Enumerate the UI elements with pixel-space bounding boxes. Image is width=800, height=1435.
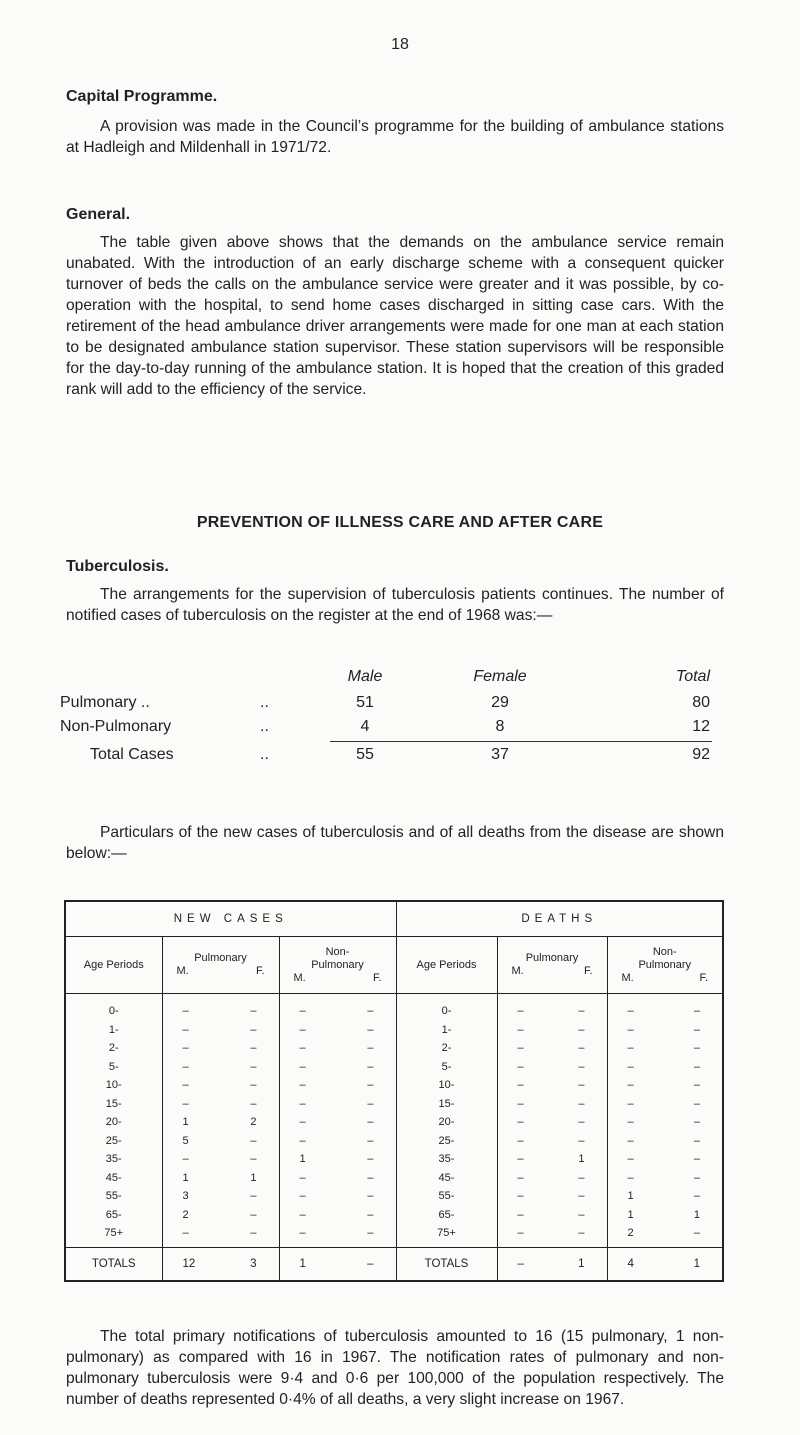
table-row: 1- – – – – 1- – – – – <box>66 1021 722 1040</box>
capital-programme-heading: Capital Programme. <box>66 88 218 105</box>
closing-text: The total primary notifications of tuberculosis amounted to 16 (15 pulmonary, 1 non-pulmonary) as compared with 16 in 1967. The notification rates of pulmonary and non-pulmonary tuberculosis were 9·4 and 0·6 per 100,000 of the population respectively. The number of deaths represented 0·4% of all deaths, a very slight increase on 1967. <box>66 1328 724 1408</box>
totals-row: TOTALS 12 3 1 – TOTALS – 1 4 1 <box>66 1247 722 1280</box>
pulmonary-header: Pulmonary M. F. <box>162 937 279 994</box>
table-row: 20- 1 2 – – 20- – – – – <box>66 1113 722 1132</box>
table-row: 65- 2 – – – 65- – – 1 1 <box>66 1206 722 1225</box>
age-period-cell: 20- <box>105 1116 122 1129</box>
table-row: 5- – – – – 5- – – – – <box>66 1058 722 1077</box>
deaths-non-pulmonary-header: Non- Pulmonary M. F. <box>607 937 722 994</box>
table-row: 35- – – 1 – 35- – 1 – – <box>66 1150 722 1169</box>
age-period-cell: 15- <box>105 1097 122 1110</box>
summary-row: Non-Pulmonary .. 4 8 12 <box>60 718 710 735</box>
summary-divider <box>330 741 712 742</box>
summary-total-row: Total Cases .. 55 37 92 <box>90 746 710 763</box>
tuberculosis-heading: Tuberculosis. <box>66 558 169 575</box>
death-age-period-cell: 10- <box>396 1076 497 1095</box>
tuberculosis-intro: The arrangements for the supervision of tuberculosis patients continues. The number of notified cases of tuberculosis on the register at the end of 1968 was:— <box>66 586 724 624</box>
capital-programme-text: A provision was made in the Council’s programme for the building of ambulance stations at Hadleigh and Mildenhall in 1971/72. <box>66 118 724 156</box>
death-age-period-cell: 65- <box>396 1206 497 1225</box>
age-period-cell: 1- <box>108 1023 119 1036</box>
table-row: 2- – – – – 2- – – – – <box>66 1039 722 1058</box>
age-period-cell: 65- <box>105 1208 122 1221</box>
new-cases-title: NEW CASES <box>66 902 396 937</box>
summary-row: Pulmonary .. .. 51 29 80 <box>60 694 710 711</box>
age-period-cell: 0- <box>108 1005 119 1018</box>
general-heading: General. <box>66 206 131 223</box>
age-period-cell: 35- <box>105 1153 122 1166</box>
table-row: 15- – – – – 15- – – – – <box>66 1095 722 1114</box>
table-row: 45- 1 1 – – 45- – – – – <box>66 1169 722 1188</box>
age-period-cell: 25- <box>105 1134 122 1147</box>
death-age-period-cell: 5- <box>396 1058 497 1077</box>
table-row: 55- 3 – – – 55- – – 1 – <box>66 1187 722 1206</box>
deaths-pulmonary-header: Pulmonary M. F. <box>497 937 607 994</box>
age-period-cell: 5- <box>108 1060 119 1073</box>
total-header: Total <box>675 668 710 685</box>
age-period-cell: 55- <box>105 1190 122 1203</box>
death-age-period-cell: 2- <box>396 1039 497 1058</box>
death-age-period-cell: 15- <box>396 1095 497 1114</box>
age-period-cell: 2- <box>108 1042 119 1055</box>
age-period-cell: 10- <box>105 1079 122 1092</box>
age-periods-header: Age Periods <box>66 937 162 994</box>
table-row: 75+ – – – – 75+ – – 2 – <box>66 1224 722 1247</box>
death-age-period-cell: 25- <box>396 1132 497 1151</box>
general-text: The table given above shows that the demands on the ambulance service remain unabated. With the introduction of an early discharge scheme with a consequent quicker turnover of beds the calls on the ambulance service were greater and it was possible, by co-operation with the hospital, to send home cases discharged in sitting case cars. With the retirement of the head ambulance driver arrangements were made for one man at each station to be designated ambulance station supervisor. These station supervisors will be responsible for the day-to-day running of the ambulance station. It is hoped that the creation of this graded rank will add to the efficiency of the service. <box>66 234 724 398</box>
deaths-age-periods-header: Age Periods <box>396 937 497 994</box>
deaths-title: DEATHS <box>396 902 722 937</box>
table-row: 10- – – – – 10- – – – – <box>66 1076 722 1095</box>
death-age-period-cell: 20- <box>396 1113 497 1132</box>
death-age-period-cell: 1- <box>396 1021 497 1040</box>
female-header: Female <box>473 668 527 685</box>
male-header: Male <box>347 668 383 685</box>
non-pulmonary-header: Non- Pulmonary M. F. <box>279 937 396 994</box>
age-period-cell: 75+ <box>104 1227 124 1240</box>
death-age-period-cell: 0- <box>396 994 497 1021</box>
age-period-cell: 45- <box>105 1171 122 1184</box>
death-age-period-cell: 35- <box>396 1150 497 1169</box>
death-age-period-cell: 45- <box>396 1169 497 1188</box>
particulars-text: Particulars of the new cases of tuberculosis and of all deaths from the disease are shown below:— <box>66 824 724 862</box>
cases-deaths-table <box>64 900 724 1282</box>
table-row: 25- 5 – – – 25- – – – – <box>66 1132 722 1151</box>
page-number: 18 <box>391 36 409 53</box>
table-row: 0- – – – – 0- – – – – <box>66 994 722 1021</box>
death-age-period-cell: 75+ <box>396 1224 497 1247</box>
death-age-period-cell: 55- <box>396 1187 497 1206</box>
prevention-heading: PREVENTION OF ILLNESS CARE AND AFTER CARE <box>196 514 604 531</box>
